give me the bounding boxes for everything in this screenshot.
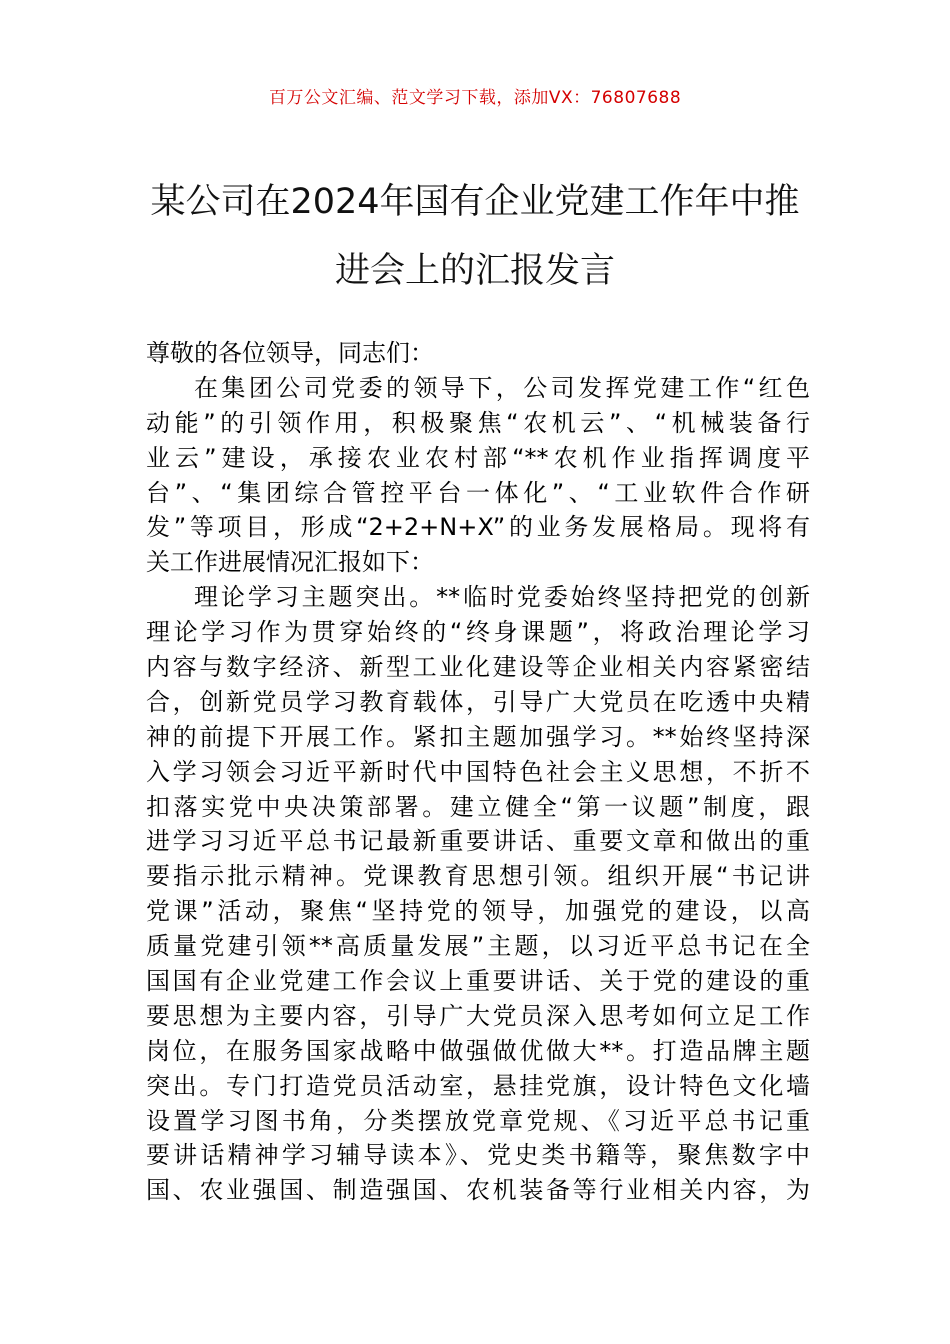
body-line: 岗位，在服务国家战略中做强做优做大**。打造品牌主题: [146, 1036, 810, 1065]
body-line: 党课”活动，聚焦“坚持党的领导，加强党的建设，以高: [146, 897, 810, 926]
body-line: 设置学习图书角，分类摆放党章党规、《习近平总书记重: [146, 1106, 810, 1135]
document-title-line-2: 进会上的汇报发言: [334, 251, 615, 291]
body-line: 要讲话精神学习辅导读本》、党史类书籍等，聚焦数字中: [146, 1141, 810, 1170]
body-line: 神的前提下开展工作。紧扣主题加强学习。**始终坚持深: [146, 722, 810, 751]
body-line: 关工作进展情况汇报如下：: [146, 548, 434, 577]
body-line: 合，创新党员学习教育载体，引导广大党员在吃透中央精: [146, 687, 810, 716]
body-line: 在集团公司党委的领导下，公司发挥党建工作“红色: [194, 373, 810, 402]
body-line: 要思想为主要内容，引导广大党员深入思考如何立足工作: [146, 1001, 810, 1030]
body-line: 进学习习近平总书记最新重要讲话、重要文章和做出的重: [146, 827, 810, 856]
body-line: 要指示批示精神。党课教育思想引领。组织开展“书记讲: [146, 862, 810, 891]
document-body: [146, 336, 810, 1208]
body-line: 内容与数字经济、新型工业化建设等企业相关内容紧密结: [146, 653, 810, 682]
document-title-line-1: 某公司在2024年国有企业党建工作年中推: [150, 182, 800, 222]
salutation: 尊敬的各位领导，同志们：: [146, 339, 434, 367]
body-line: 质量党建引领**高质量发展”主题，以习近平总书记在全: [146, 932, 810, 961]
body-line: 台”、“集团综合管控平台一体化”、“工业软件合作研: [146, 478, 810, 507]
body-line: 突出。专门打造党员活动室，悬挂党旗，设计特色文化墙: [146, 1071, 810, 1100]
body-line: 理论学习主题突出。**临时党委始终坚持把党的创新: [194, 583, 810, 612]
body-line: 动能”的引领作用，积极聚焦“农机云”、“机械装备行: [146, 408, 810, 437]
body-line: 理论学习作为贯穿始终的“终身课题”，将政治理论学习: [146, 618, 810, 647]
body-line: 国、农业强国、制造强国、农机装备等行业相关内容，为: [146, 1176, 810, 1205]
body-line: 入学习领会习近平新时代中国特色社会主义思想，不折不: [146, 757, 810, 786]
body-line: 国国有企业党建工作会议上重要讲话、关于党的建设的重: [146, 967, 810, 996]
body-line: 扣落实党中央决策部署。建立健全“第一议题”制度，跟: [146, 792, 810, 821]
header-watermark-note: 百万公文汇编、范文学习下载，添加VX：76807688: [268, 88, 682, 108]
body-line: 发”等项目，形成“2+2+N+X”的业务发展格局。现将有: [146, 513, 810, 542]
body-line: 业云”建设，承接农业农村部“**农机作业指挥调度平: [146, 443, 810, 472]
